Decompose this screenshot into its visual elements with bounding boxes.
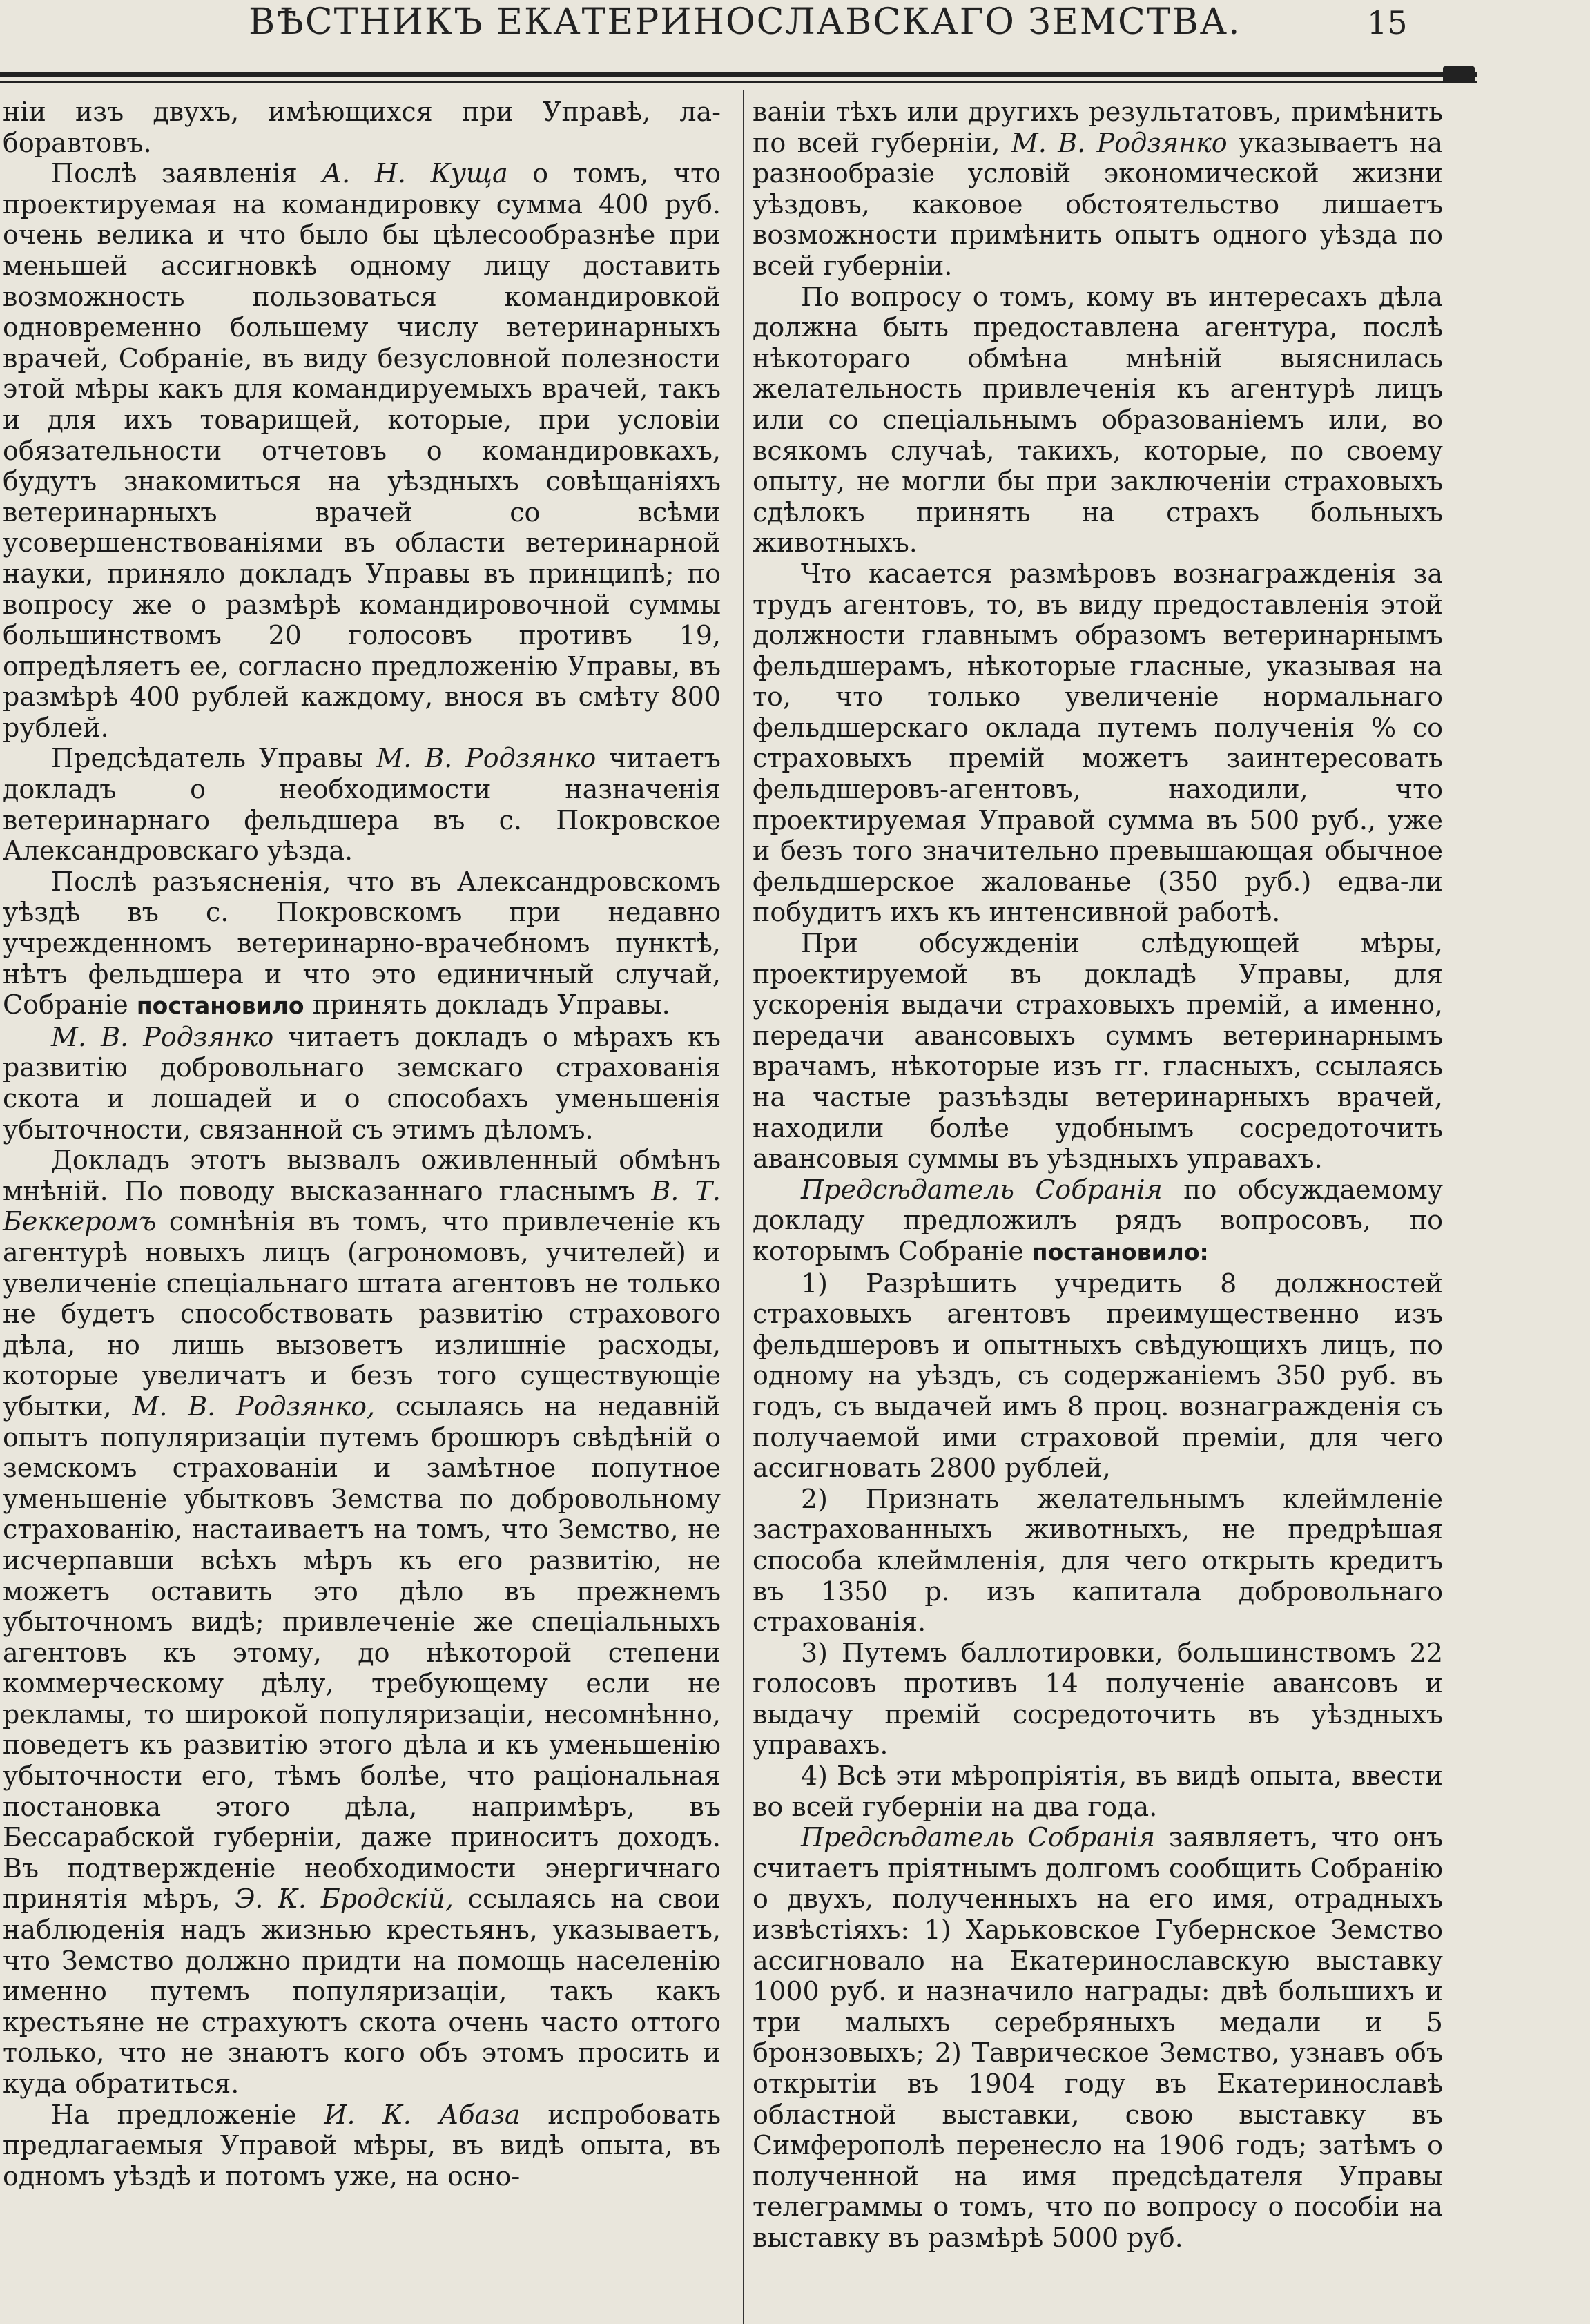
- paragraph-text: Послѣ заявленія: [51, 158, 322, 189]
- paragraph-text: читаетъ докладъ о необходимости назначенія ветеринарнаго фельдшера въ с. Покровское Александровскаго уѣзда.: [3, 743, 721, 866]
- paragraph: [753, 1761, 1443, 1822]
- paragraph-text: Предсѣдатель Управы: [51, 743, 377, 774]
- paragraph-text: ваніи тѣхъ или другихъ результатовъ, примѣнить по всей губерніи,: [753, 97, 1443, 158]
- paragraph: [753, 559, 1443, 928]
- paragraph-text: Послѣ разъясненія, что въ Александровскомъ уѣздѣ въ с. Покровскомъ при недавно учрежденномъ ветеринарно-врачебномъ пунктѣ, нѣтъ фельдшера и что это единичный случай, Собраніе: [3, 866, 721, 1020]
- paragraph-text: сомнѣнія въ томъ, что привлеченіе къ агентурѣ новыхъ лицъ (агрономовъ, учителей) и увеличеніе спеціальнаго штата агентовъ не только не будетъ способствовать развитію страхового дѣла, но лишь вызоветъ излишніе расходы, которые увеличатъ и безъ того существующіе убытки,: [3, 1206, 721, 1422]
- paragraph: [753, 1174, 1443, 1268]
- paragraph: [3, 158, 721, 743]
- person-name: М. В. Родзянко: [1011, 127, 1228, 158]
- paragraph-text: По вопросу о томъ, кому въ интересахъ дѣла должна быть предоставлена агентура, послѣ нѣкотораго обмѣна мнѣній выяснилась желательность привлеченія къ агентурѣ лицъ или со спеціальнымъ образованіемъ или, во всякомъ случаѣ, такихъ, которые, по своему опыту, не могли бы при заключеніи страховыхъ сдѣлокъ принять на страхъ больныхъ животныхъ.: [753, 281, 1443, 559]
- paragraph-text: испробовать предлагаемыя Управой мѣры, въ видѣ опыта, въ одномъ уѣздѣ и потомъ уже, на осно-: [3, 2099, 721, 2191]
- page-number: 15: [1367, 4, 1408, 41]
- paragraph-text: Докладъ этотъ вызвалъ оживленный обмѣнъ мнѣній. По поводу высказаннаго гласнымъ: [3, 1145, 721, 1206]
- speaker-title: Предсѣдатель Собранія: [801, 1822, 1156, 1853]
- paragraph: [753, 1484, 1443, 1638]
- person-name: А. Н. Куща: [322, 158, 508, 189]
- paragraph-text: 4) Всѣ эти мѣропріятія, въ видѣ опыта, ввести во всей губерніи на два года.: [753, 1761, 1443, 1822]
- paragraph: [753, 97, 1443, 282]
- person-name: И. К. Абаза: [324, 2099, 521, 2130]
- right-column: [753, 97, 1443, 2254]
- paragraph: [753, 1822, 1443, 2253]
- paragraph: [753, 1268, 1443, 1484]
- paragraph: [3, 866, 721, 1022]
- resolution-keyword: постановило: [136, 992, 304, 1020]
- paragraph: [3, 97, 721, 158]
- paragraph-text: указываетъ на разнообразіе условій экономической жизни уѣздовъ, каковое обстоятельство лишаетъ возможности примѣнить опытъ одного уѣзда по всей губерніи.: [753, 127, 1443, 281]
- paragraph-text: о томъ, что проектируемая на командировку сумма 400 руб. очень велика и что было бы цѣлесообразнѣе при меньшей ассигновкѣ одному лицу доставить возможность пользоваться командировкой одновременно большему числу ветеринарныхъ врачей, Собраніе, въ виду безусловной полезности этой мѣры какъ для командируемыхъ врачей, такъ и для ихъ товарищей, которые, при условіи обязательности отчетовъ о командировкахъ, будутъ знакомиться на уѣздныхъ совѣщаніяхъ ветеринарныхъ врачей со всѣми усовершенствованіями въ области ветеринарной науки, приняло докладъ Управы въ принципѣ; по вопросу же о размѣрѣ командировочной суммы большинствомъ 20 голосовъ противъ 19, опредѣляетъ ее, согласно предложенію Управы, въ размѣрѣ 400 рублей каждому, внося въ смѣту 800 рублей.: [3, 158, 721, 743]
- person-name: М. В. Родзянко: [51, 1021, 274, 1052]
- resolution-keyword: постановило:: [1031, 1238, 1209, 1266]
- paragraph-text: по обсуждаемому докладу предложилъ рядъ вопросовъ, по которымъ Собраніе: [753, 1174, 1443, 1266]
- paragraph: [753, 282, 1443, 559]
- paragraph-text: Что касается размѣровъ вознагражденія за трудъ агентовъ, то, въ виду предоставленія этой должности главнымъ образомъ ветеринарнымъ фельдшерамъ, нѣкоторые гласные, указывая на то, что только увеличеніе нормальнаго фельдшерскаго оклада путемъ полученія % со страховыхъ премій можетъ заинтересовать фельдшеровъ-агентовъ, находили, что проектируемая Управой сумма въ 500 руб., уже и безъ того значительно превышающая обычное фельдшерское жалованье (350 руб.) едва-ли побудитъ ихъ къ интенсивной работѣ.: [753, 558, 1443, 928]
- header-rule-thin: [0, 81, 1477, 83]
- paragraph: [753, 1638, 1443, 1761]
- paragraph-text: ссылаясь на свои наблюденія надъ жизнью крестьянъ, указываетъ, что Земство должно придти на помощь населенію именно путемъ популяризаціи, такъ какъ крестьяне не страхуютъ скота очень часто оттого только, что не знаютъ кого объ этомъ просить и куда обратиться.: [3, 1884, 721, 2099]
- person-name: М. В. Родзянко,: [132, 1391, 376, 1422]
- paragraph-text: При обсужденіи слѣдующей мѣры, проектируемой въ докладѣ Управы, для ускоренія выдачи страховыхъ премій, а именно, передачи авансовыхъ суммъ ветеринарнымъ врачамъ, нѣкоторые изъ гг. гласныхъ, ссылаясь на частые разъѣзды ветеринарныхъ врачей, находили болѣе удобнымъ сосредоточить авансовыя суммы въ уѣздныхъ управахъ.: [753, 928, 1443, 1174]
- paragraph-text: принять докладъ Управы.: [304, 989, 670, 1020]
- paragraph-text: 2) Признать желательнымъ клеймленіе застрахованныхъ животныхъ, не предрѣшая способа клеймленія, для чего открыть кредитъ въ 1350 р. изъ капитала добровольнаго страхованія.: [753, 1483, 1443, 1638]
- paragraph-text: нiи изъ двухъ, имѣющихся при Управѣ, ла-боравтовъ.: [3, 97, 721, 158]
- speaker-title: Предсѣдатель Собранія: [801, 1174, 1163, 1205]
- paragraph-text: заявляетъ, что онъ считаетъ пріятнымъ долгомъ сообщить Собранію о двухъ, полученныхъ на его имя, отрадныхъ извѣстіяхъ: 1) Харьковское Губернское Земство ассигновало на Екатеринославскую выставку 1000 руб. и назначило награды: двѣ большихъ и три малыхъ серебряныхъ медали и 5 бронзовыхъ; 2) Таврическое Земство, узнавъ объ открытіи въ 1904 году въ Екатеринославѣ областной выставки, свою выставку въ Симферополѣ перенесло на 1906 годъ; затѣмъ о полученной на имя предсѣдателя Управы телеграммы о томъ, что по вопросу о пособіи на выставку въ размѣрѣ 5000 руб.: [753, 1822, 1443, 2253]
- header-rule-thick: [0, 72, 1477, 77]
- person-name: В. Т. Беккеромъ: [3, 1175, 721, 1237]
- paragraph-text: На предложеніе: [51, 2099, 324, 2130]
- paragraph-text: читаетъ докладъ о мѣрахъ къ развитію добровольнаго земскаго страхованія скота и лошадей и о способахъ уменьшенія убыточности, связанной съ этимъ дѣломъ.: [3, 1021, 721, 1145]
- paragraph: [3, 1145, 721, 2099]
- person-name: М. В. Родзянко: [376, 743, 597, 774]
- paragraph-text: ссылаясь на недавній опытъ популяризаціи путемъ брошюръ свѣдѣній о земскомъ страхованіи и замѣтное попутное уменьшеніе убытковъ Земства по добровольному страхованію, настаиваетъ на томъ, что Земство, не исчерпавши всѣхъ мѣръ къ его развитію, не можетъ оставить это дѣло въ прежнемъ убыточномъ видѣ; привлеченіе же спеціальныхъ агентовъ къ этому, до нѣкоторой степени коммерческому дѣлу, требующему если не рекламы, то широкой популяризаціи, несомнѣнно, поведетъ къ развитію этого дѣла и къ уменьшенію убыточности его, тѣмъ болѣе, что раціональная постановка этого дѣла, напримѣръ, въ Бессарабской губерніи, даже приноситъ доходъ. Въ подтвержденіе необходимости энергичнаго принятія мѣръ,: [3, 1391, 721, 1915]
- left-column: [3, 97, 721, 2191]
- paragraph-text: 3) Путемъ баллотировки, большинствомъ 22 голосовъ противъ 14 полученіе авансовъ и выдачу премій сосредоточить въ уѣздныхъ управахъ.: [753, 1637, 1443, 1761]
- paragraph: [3, 743, 721, 866]
- running-title: ВѢСТНИКЪ ЕКАТЕРИНОСЛАВСКАГО ЗЕМСТВА.: [249, 1, 1241, 43]
- paragraph: [3, 1022, 721, 1145]
- paragraph: [3, 2100, 721, 2192]
- header-rule-ornament: [1443, 66, 1475, 83]
- paragraph-text: 1) Разрѣшить учредить 8 должностей страховыхъ агентовъ преимущественно изъ фельдшеровъ и опытныхъ свѣдующихъ лицъ, по одному на уѣздъ, съ содержаніемъ 350 руб. въ годъ, съ выдачей имъ 8 проц. вознагражденія съ получаемой ими страховой преміи, для чего ассигновать 2800 рублей,: [753, 1268, 1443, 1484]
- paragraph: [753, 928, 1443, 1174]
- column-divider: [743, 90, 744, 2324]
- person-name: Э. К. Бродскій,: [235, 1884, 454, 1915]
